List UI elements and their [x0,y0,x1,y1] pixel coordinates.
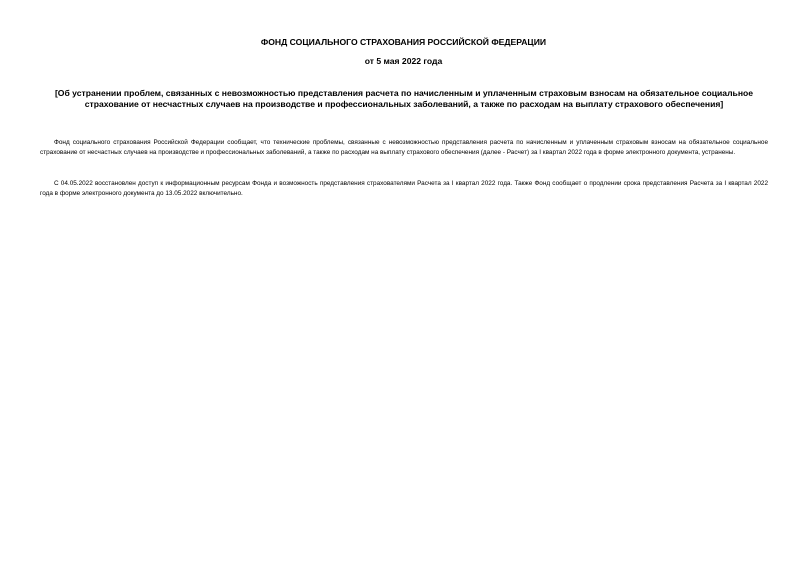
organization-title: ФОНД СОЦИАЛЬНОГО СТРАХОВАНИЯ РОССИЙСКОЙ ФЕДЕРАЦИИ [260,37,547,47]
body-paragraph: С 04.05.2022 восстановлен доступ к информационным ресурсам Фонда и возможность представления страхователями Расчета за I квартал 2022 года. Также Фонд сообщает о продлении срока представления Расчета за I квартал 2022 года в форме электронного документа до 13.05.2022 включительно. [40,180,768,198]
document-date: от 5 мая 2022 года [364,56,443,66]
body-paragraph: Фонд социального страхования Российской Федерации сообщает, что технические проблемы, связанные с невозможностью представления расчета по начисленным и уплаченным страховым взносам на обязательное социальное страхование от несчастных случаев на производстве и профессиональных заболеваний, а также по расходам на выплату страхового обеспечения (далее - Расчет) за I квартал 2022 года в форме электронного документа, устранены. [40,139,768,157]
document-subject: [Об устранении проблем, связанных с невозможностью представления расчета по начисленным и уплаченным страховым взносам на обязательное социальное страхование от несчастных случаев на производстве и профессиональных заболеваний, а также по расходам на выплату страхового обеспечения] [54,88,754,109]
